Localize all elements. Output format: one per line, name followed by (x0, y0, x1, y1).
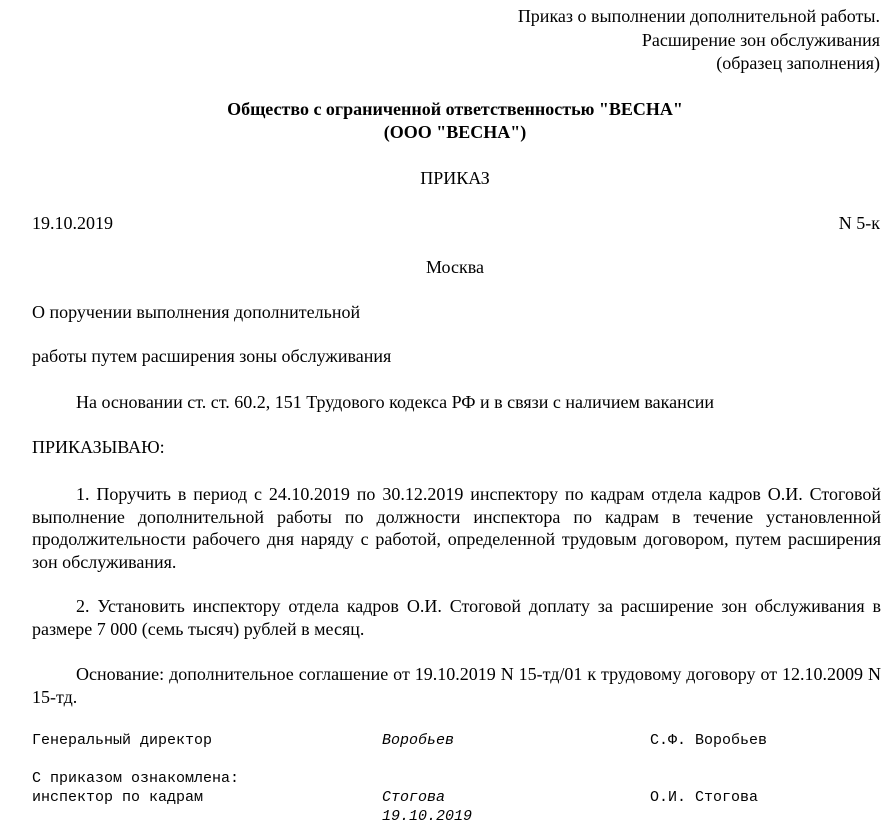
subject-line-2: работы путем расширения зоны обслуживания (32, 346, 392, 366)
org-name: Общество с ограниченной ответственностью "ВЕСНА" (227, 99, 683, 119)
basis-intro: На основании ст. ст. 60.2, 151 Трудового кодекса РФ и в связи с наличием вакансии (76, 392, 714, 412)
employee-title: инспектор по кадрам (32, 789, 204, 806)
subject-line-1: О поручении выполнения дополнительной (32, 302, 361, 322)
header-line-3: (образец заполнения) (716, 53, 880, 73)
order-item-1 (32, 483, 881, 573)
order-item-2 (32, 595, 881, 640)
header-line-1: Приказ о выполнении дополнительной работы. (517, 6, 880, 26)
doc-number: N 5-к (838, 213, 880, 233)
order-item-1-text: 1. Поручить в период с 24.10.2019 по 30.12.2019 инспектору по кадрам отдела кадров О.И. Стоговой выполнение дополнительной работы по должности инспектора по кадрам в течение установленной продолжительности рабочего дня наряду с работой, определенной трудовым договором, путем расширения зон обслуживания. (32, 484, 881, 572)
employee-signature: Стогова (382, 789, 446, 806)
order-item-2-text: 2. Установить инспектору отдела кадров О.И. Стоговой доплату за расширение зон обслуживания в размере 7 000 (семь тысяч) рублей в месяц. (32, 596, 881, 639)
acquainted-label: С приказом ознакомлена: (32, 770, 240, 787)
doc-type: ПРИКАЗ (420, 168, 490, 188)
director-name: С.Ф. Воробьев (650, 732, 768, 749)
doc-date: 19.10.2019 (32, 213, 113, 233)
employee-signature-date: 19.10.2019 (382, 808, 473, 825)
employee-name: О.И. Стогова (650, 789, 759, 806)
director-signature: Воробьев (382, 732, 455, 749)
order-grounds-text: Основание: дополнительное соглашение от 19.10.2019 N 15-тд/01 к трудовому договору от 12.10.2009 N 15-тд. (32, 664, 881, 707)
director-title: Генеральный директор (32, 732, 213, 749)
doc-city: Москва (426, 257, 484, 277)
org-short-name: (ООО "ВЕСНА") (383, 122, 527, 142)
order-word: ПРИКАЗЫВАЮ: (32, 437, 165, 457)
order-grounds (32, 663, 881, 708)
header-line-2: Расширение зон обслуживания (641, 30, 880, 50)
